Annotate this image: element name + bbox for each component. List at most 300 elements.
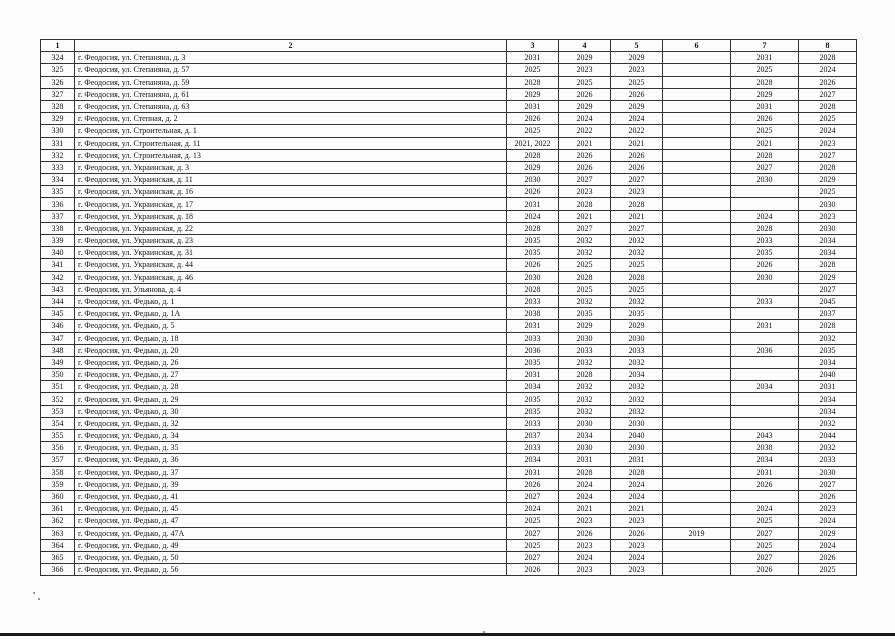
year-cell-3: 2025 [507,539,559,551]
address-cell: г. Феодосия, ул. Украинская, д. 22 [75,222,507,234]
year-cell-3: 2036 [507,344,559,356]
year-cell-3: 2033 [507,442,559,454]
address-cell: г. Феодосия, ул. Федько, д. 41 [75,490,507,502]
address-cell: г. Феодосия, ул. Украинская, д. 17 [75,198,507,210]
year-cell-8: 2023 [799,503,857,515]
year-cell-7: 2033 [731,235,799,247]
address-cell: г. Феодосия, ул. Украинская, д. 23 [75,235,507,247]
table-row [41,490,857,502]
address-cell: г. Феодосия, ул. Федько, д. 26 [75,356,507,368]
year-cell-6 [663,247,731,259]
table-row [41,417,857,429]
year-cell-8: 2032 [799,417,857,429]
year-cell-3: 2025 [507,515,559,527]
address-cell: г. Феодосия, ул. Федько, д. 47 [75,515,507,527]
table-row [41,88,857,100]
table-row [41,320,857,332]
year-cell-3: 2026 [507,564,559,576]
year-cell-3: 2028 [507,76,559,88]
table-row [41,76,857,88]
address-cell: г. Феодосия, ул. Федько, д. 50 [75,551,507,563]
year-cell-3: 2026 [507,259,559,271]
year-cell-3: 2035 [507,356,559,368]
year-cell-4: 2026 [559,527,611,539]
year-cell-7 [731,417,799,429]
year-cell-8: 2024 [799,515,857,527]
year-cell-3: 2028 [507,283,559,295]
year-cell-7: 2027 [731,161,799,173]
table-row [41,393,857,405]
scan-bottom-edge [0,633,895,636]
year-cell-5: 2026 [611,149,663,161]
row-number-cell: 341 [41,259,75,271]
row-number-cell: 326 [41,76,75,88]
year-cell-7: 2025 [731,539,799,551]
row-number-cell: 348 [41,344,75,356]
year-cell-3: 2031 [507,369,559,381]
year-cell-5: 2024 [611,551,663,563]
year-cell-6 [663,478,731,490]
year-cell-8: 2029 [799,174,857,186]
table-row [41,137,857,149]
year-cell-6: 2019 [663,527,731,539]
row-number-cell: 346 [41,320,75,332]
address-cell: г. Феодосия, ул. Украинская, д. 11 [75,174,507,186]
year-cell-3: 2033 [507,332,559,344]
year-cell-4: 2024 [559,551,611,563]
year-cell-3: 2038 [507,308,559,320]
year-cell-3: 2025 [507,64,559,76]
year-cell-3: 2028 [507,149,559,161]
column-number-header-row [41,40,857,52]
year-cell-7 [731,369,799,381]
address-cell: г. Феодосия, ул. Степаняна, д. 63 [75,100,507,112]
address-cell: г. Феодосия, ул. Федько, д. 1 [75,295,507,307]
address-cell: г. Феодосия, ул. Украинская, д. 16 [75,186,507,198]
year-cell-5: 2031 [611,454,663,466]
table-row [41,442,857,454]
year-cell-5: 2040 [611,430,663,442]
table-row [41,113,857,125]
year-cell-8: 2023 [799,137,857,149]
row-number-cell: 333 [41,161,75,173]
year-cell-6 [663,210,731,222]
year-cell-5: 2025 [611,283,663,295]
year-cell-6 [663,551,731,563]
row-number-cell: 360 [41,490,75,502]
table-row [41,52,857,64]
year-cell-6 [663,222,731,234]
row-number-cell: 354 [41,417,75,429]
year-cell-3: 2028 [507,222,559,234]
year-cell-7: 2034 [731,381,799,393]
row-number-cell: 357 [41,454,75,466]
address-cell: г. Феодосия, ул. Федько, д. 30 [75,405,507,417]
year-cell-8: 2025 [799,113,857,125]
year-cell-8: 2027 [799,88,857,100]
row-number-cell: 330 [41,125,75,137]
year-cell-3: 2035 [507,393,559,405]
table-row [41,161,857,173]
year-cell-7: 2031 [731,320,799,332]
year-cell-5: 2028 [611,271,663,283]
year-cell-4: 2025 [559,259,611,271]
year-cell-4: 2023 [559,64,611,76]
year-cell-8: 2031 [799,381,857,393]
address-cell: г. Феодосия, ул. Украинская, д. 44 [75,259,507,271]
year-cell-8: 2030 [799,466,857,478]
table-row [41,247,857,259]
table-row [41,125,857,137]
year-cell-6 [663,161,731,173]
year-cell-5: 2028 [611,198,663,210]
year-cell-3: 2025 [507,125,559,137]
year-cell-6 [663,149,731,161]
column-header: 2 [75,40,507,52]
year-cell-5: 2034 [611,369,663,381]
address-cell: г. Феодосия, ул. Федько, д. 36 [75,454,507,466]
year-cell-5: 2032 [611,393,663,405]
row-number-cell: 364 [41,539,75,551]
year-cell-5: 2029 [611,100,663,112]
address-cell: г. Феодосия, ул. Ульянова, д. 4 [75,283,507,295]
row-number-cell: 327 [41,88,75,100]
row-number-cell: 340 [41,247,75,259]
year-cell-8: 2034 [799,393,857,405]
year-cell-6 [663,356,731,368]
year-cell-3: 2026 [507,186,559,198]
year-cell-8: 2034 [799,247,857,259]
year-cell-6 [663,186,731,198]
table-row [41,259,857,271]
row-number-cell: 332 [41,149,75,161]
year-cell-7 [731,308,799,320]
year-cell-7 [731,405,799,417]
year-cell-5: 2023 [611,186,663,198]
year-cell-5: 2021 [611,137,663,149]
year-cell-3: 2033 [507,295,559,307]
scan-speck [33,592,35,594]
year-cell-5: 2027 [611,222,663,234]
year-cell-3: 2034 [507,454,559,466]
year-cell-8: 2029 [799,527,857,539]
year-cell-6 [663,466,731,478]
address-cell: г. Феодосия, ул. Федько, д. 5 [75,320,507,332]
year-cell-5: 2022 [611,125,663,137]
year-cell-3: 2031 [507,198,559,210]
year-cell-6 [663,442,731,454]
table-row [41,356,857,368]
row-number-cell: 328 [41,100,75,112]
year-cell-7: 2036 [731,344,799,356]
year-cell-3: 2035 [507,405,559,417]
column-header: 8 [799,40,857,52]
row-number-cell: 324 [41,52,75,64]
year-cell-3: 2031 [507,52,559,64]
year-cell-6 [663,515,731,527]
year-cell-4: 2021 [559,137,611,149]
table-row [41,551,857,563]
year-cell-7: 2026 [731,478,799,490]
year-cell-7: 2026 [731,259,799,271]
year-cell-6 [663,235,731,247]
year-cell-5: 2033 [611,344,663,356]
column-header: 4 [559,40,611,52]
address-cell: г. Феодосия, ул. Степаняна, д. 59 [75,76,507,88]
table-row [41,271,857,283]
year-cell-5: 2024 [611,478,663,490]
row-number-cell: 329 [41,113,75,125]
address-cell: г. Феодосия, ул. Федько, д. 18 [75,332,507,344]
address-cell: г. Феодосия, ул. Федько, д. 32 [75,417,507,429]
year-cell-7: 2025 [731,125,799,137]
year-cell-3: 2021, 2022 [507,137,559,149]
year-cell-3: 2027 [507,527,559,539]
year-cell-8: 2025 [799,564,857,576]
year-cell-5: 2032 [611,405,663,417]
year-cell-8: 2034 [799,356,857,368]
year-cell-4: 2024 [559,478,611,490]
address-cell: г. Феодосия, ул. Строительная, д. 11 [75,137,507,149]
year-cell-5: 2026 [611,88,663,100]
year-cell-5: 2024 [611,490,663,502]
table-row [41,515,857,527]
table-row [41,235,857,247]
year-cell-5: 2027 [611,174,663,186]
address-cell: г. Феодосия, ул. Степаняна, д. 61 [75,88,507,100]
year-cell-4: 2023 [559,186,611,198]
address-cell: г. Феодосия, ул. Федько, д. 28 [75,381,507,393]
year-cell-6 [663,308,731,320]
row-number-cell: 325 [41,64,75,76]
row-number-cell: 343 [41,283,75,295]
year-cell-5: 2030 [611,332,663,344]
year-cell-4: 2032 [559,405,611,417]
row-number-cell: 355 [41,430,75,442]
table-row [41,478,857,490]
year-cell-3: 2026 [507,478,559,490]
year-cell-7: 2026 [731,564,799,576]
row-number-cell: 336 [41,198,75,210]
year-cell-8: 2033 [799,454,857,466]
row-number-cell: 342 [41,271,75,283]
row-number-cell: 349 [41,356,75,368]
year-cell-8: 2023 [799,210,857,222]
year-cell-7: 2027 [731,551,799,563]
year-cell-8: 2026 [799,551,857,563]
year-cell-8: 2045 [799,295,857,307]
year-cell-6 [663,539,731,551]
year-cell-8: 2024 [799,125,857,137]
year-cell-6 [663,417,731,429]
year-cell-6 [663,125,731,137]
year-cell-8: 2032 [799,442,857,454]
year-cell-4: 2028 [559,369,611,381]
year-cell-3: 2034 [507,381,559,393]
year-cell-3: 2030 [507,174,559,186]
address-cell: г. Феодосия, ул. Украинская, д. 3 [75,161,507,173]
address-cell: г. Феодосия, ул. Федько, д. 45 [75,503,507,515]
table-row [41,308,857,320]
year-cell-4: 2022 [559,125,611,137]
row-number-cell: 353 [41,405,75,417]
address-cell: г. Феодосия, ул. Строительная, д. 1 [75,125,507,137]
row-number-cell: 344 [41,295,75,307]
row-number-cell: 339 [41,235,75,247]
year-cell-7 [731,490,799,502]
year-cell-5: 2024 [611,113,663,125]
year-cell-4: 2021 [559,210,611,222]
row-number-cell: 335 [41,186,75,198]
year-cell-7: 2025 [731,515,799,527]
year-cell-8: 2028 [799,259,857,271]
year-cell-8: 2034 [799,405,857,417]
table-row [41,100,857,112]
year-cell-7: 2031 [731,466,799,478]
year-cell-4: 2026 [559,161,611,173]
year-cell-5: 2023 [611,515,663,527]
year-cell-4: 2032 [559,235,611,247]
year-cell-7: 2030 [731,271,799,283]
address-cell: г. Феодосия, ул. Федько, д. 20 [75,344,507,356]
address-cell: г. Феодосия, ул. Украинская, д. 46 [75,271,507,283]
year-cell-4: 2030 [559,332,611,344]
year-cell-7 [731,198,799,210]
year-cell-6 [663,64,731,76]
table-row [41,198,857,210]
table-row [41,186,857,198]
table-row [41,381,857,393]
year-cell-4: 2023 [559,539,611,551]
address-cell: г. Феодосия, ул. Украинская, д. 31 [75,247,507,259]
address-cell: г. Феодосия, ул. Федько, д. 35 [75,442,507,454]
table-row [41,430,857,442]
year-cell-8: 2032 [799,332,857,344]
row-number-cell: 351 [41,381,75,393]
year-cell-8: 2029 [799,271,857,283]
year-cell-8: 2037 [799,308,857,320]
row-number-cell: 334 [41,174,75,186]
year-cell-7: 2029 [731,88,799,100]
year-cell-6 [663,490,731,502]
address-cell: г. Феодосия, ул. Федько, д. 37 [75,466,507,478]
year-cell-4: 2032 [559,356,611,368]
row-number-cell: 363 [41,527,75,539]
year-cell-4: 2023 [559,564,611,576]
row-number-cell: 337 [41,210,75,222]
year-cell-6 [663,137,731,149]
year-cell-7 [731,332,799,344]
address-cell: г. Феодосия, ул. Степная, д. 2 [75,113,507,125]
year-cell-4: 2030 [559,442,611,454]
year-cell-7: 2024 [731,503,799,515]
year-cell-6 [663,76,731,88]
year-cell-6 [663,100,731,112]
year-cell-4: 2028 [559,271,611,283]
year-cell-3: 2035 [507,235,559,247]
year-cell-7: 2028 [731,76,799,88]
year-cell-8: 2028 [799,320,857,332]
year-cell-4: 2031 [559,454,611,466]
year-cell-5: 2023 [611,564,663,576]
year-cell-3: 2030 [507,271,559,283]
year-cell-8: 2028 [799,161,857,173]
year-cell-4: 2027 [559,174,611,186]
year-cell-6 [663,88,731,100]
address-cell: г. Феодосия, ул. Строительная, д. 13 [75,149,507,161]
year-cell-7: 2028 [731,222,799,234]
year-cell-6 [663,369,731,381]
year-cell-8: 2030 [799,222,857,234]
table-row [41,64,857,76]
year-cell-4: 2029 [559,52,611,64]
column-header: 5 [611,40,663,52]
address-cell: г. Феодосия, ул. Федько, д. 34 [75,430,507,442]
year-cell-6 [663,405,731,417]
year-cell-3: 2026 [507,113,559,125]
year-cell-8: 2027 [799,478,857,490]
year-cell-4: 2027 [559,222,611,234]
year-cell-4: 2026 [559,88,611,100]
address-cell: г. Феодосия, ул. Федько, д. 29 [75,393,507,405]
column-header: 7 [731,40,799,52]
year-cell-7: 2031 [731,100,799,112]
housing-register-table [40,39,857,576]
year-cell-8: 2024 [799,539,857,551]
year-cell-7: 2033 [731,295,799,307]
year-cell-3: 2035 [507,247,559,259]
year-cell-5: 2029 [611,52,663,64]
column-header: 3 [507,40,559,52]
year-cell-7 [731,186,799,198]
year-cell-5: 2028 [611,466,663,478]
year-cell-6 [663,259,731,271]
row-number-cell: 345 [41,308,75,320]
table-row [41,344,857,356]
year-cell-6 [663,564,731,576]
year-cell-5: 2023 [611,64,663,76]
year-cell-8: 2035 [799,344,857,356]
year-cell-5: 2032 [611,295,663,307]
year-cell-8: 2027 [799,283,857,295]
year-cell-6 [663,381,731,393]
year-cell-6 [663,295,731,307]
table-row [41,149,857,161]
year-cell-4: 2029 [559,320,611,332]
year-cell-6 [663,503,731,515]
table-row [41,466,857,478]
year-cell-6 [663,198,731,210]
year-cell-3: 2031 [507,100,559,112]
year-cell-5: 2032 [611,381,663,393]
year-cell-7 [731,356,799,368]
year-cell-5: 2032 [611,235,663,247]
year-cell-7: 2021 [731,137,799,149]
year-cell-7: 2038 [731,442,799,454]
year-cell-5: 2021 [611,210,663,222]
year-cell-4: 2033 [559,344,611,356]
year-cell-4: 2032 [559,381,611,393]
year-cell-5: 2032 [611,247,663,259]
year-cell-3: 2029 [507,88,559,100]
table-row [41,283,857,295]
year-cell-4: 2024 [559,113,611,125]
year-cell-4: 2021 [559,503,611,515]
row-number-cell: 338 [41,222,75,234]
year-cell-4: 2032 [559,247,611,259]
row-number-cell: 331 [41,137,75,149]
year-cell-5: 2030 [611,442,663,454]
